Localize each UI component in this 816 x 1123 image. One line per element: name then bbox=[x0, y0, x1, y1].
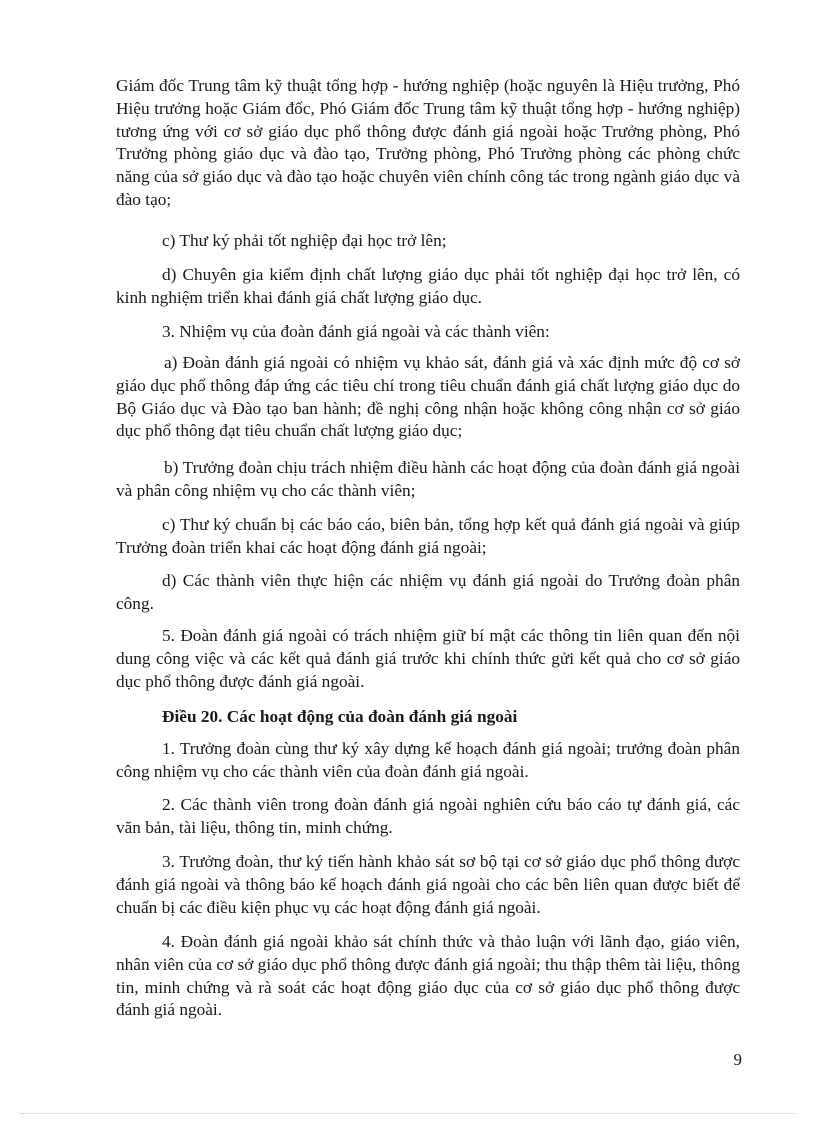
paragraph-activity-4 bbox=[116, 931, 740, 1022]
paragraph-clause-3 bbox=[116, 321, 740, 344]
paragraph-item-b-leader bbox=[116, 457, 740, 503]
paragraph-activity-1 bbox=[116, 738, 740, 784]
paragraph-text: c) Thư ký phải tốt nghiệp đại học trở lên; bbox=[162, 231, 447, 250]
footer-divider bbox=[20, 1113, 796, 1114]
paragraph-text: c) Thư ký chuẩn bị các báo cáo, biên bản, tổng hợp kết quả đánh giá ngoài và giúp Trưởng đoàn triển khai các hoạt động đánh giá ngoài; bbox=[116, 515, 740, 557]
paragraph-text: a) Đoàn đánh giá ngoài có nhiệm vụ khảo sát, đánh giá và xác định mức độ cơ sở giáo dục phổ thông đáp ứng các tiêu chí trong tiêu chuẩn đánh giá chất lượng giáo dục do Bộ Giáo dục và Đào tạo ban hành; đề nghị công nhận hoặc không công nhận cơ sở giáo dục phổ thông đạt tiêu chuẩn chất lượng giáo dục; bbox=[116, 353, 740, 441]
paragraph-text: b) Trưởng đoàn chịu trách nhiệm điều hành các hoạt động của đoàn đánh giá ngoài và phân công nhiệm vụ cho các thành viên; bbox=[116, 458, 740, 500]
article-title: Điều 20. Các hoạt động của đoàn đánh giá ngoài bbox=[162, 707, 518, 726]
paragraph-text: 4. Đoàn đánh giá ngoài khảo sát chính thức và thảo luận với lãnh đạo, giáo viên, nhân viên của cơ sở giáo dục phổ thông được đánh giá ngoài; thu thập thêm tài liệu, thông tin, minh chứng và rà soát các hoạt động giáo dục của cơ sở giáo dục phổ thông được đánh giá ngoài. bbox=[116, 932, 740, 1020]
paragraph-item-c-secretary-tasks bbox=[116, 514, 740, 560]
paragraph-text: 1. Trưởng đoàn cùng thư ký xây dựng kế hoạch đánh giá ngoài; trưởng đoàn phân công nhiệm vụ cho các thành viên của đoàn đánh giá ngoài. bbox=[116, 739, 740, 781]
paragraph-continuation bbox=[116, 75, 740, 212]
paragraph-item-d-members bbox=[116, 570, 740, 616]
paragraph-activity-2 bbox=[116, 794, 740, 840]
paragraph-item-c-secretary bbox=[116, 230, 740, 253]
paragraph-activity-3 bbox=[116, 851, 740, 919]
paragraph-text: Giám đốc Trung tâm kỹ thuật tổng hợp - hướng nghiệp (hoặc nguyên là Hiệu trưởng, Phó Hiệu trưởng hoặc Giám đốc, Phó Giám đốc Trung tâm kỹ thuật tổng hợp - hướng nghiệp) tương ứng với cơ sở giáo dục phổ thông được đánh giá ngoài hoặc Trưởng phòng, Phó Trưởng phòng giáo dục và đào tạo, Trưởng phòng, Phó Trưởng phòng các phòng chức năng của sở giáo dục và đào tạo hoặc chuyên viên chính công tác trong ngành giáo dục và đào tạo; bbox=[116, 76, 740, 209]
paragraph-text: 3. Trưởng đoàn, thư ký tiến hành khảo sát sơ bộ tại cơ sở giáo dục phổ thông được đánh giá ngoài và thông báo kế hoạch đánh giá ngoài cho các bên liên quan được biết để chuẩn bị các điều kiện phục vụ các hoạt động đánh giá ngoài. bbox=[116, 852, 740, 917]
article-heading bbox=[116, 706, 740, 729]
paragraph-text: d) Chuyên gia kiểm định chất lượng giáo dục phải tốt nghiệp đại học trở lên, có kinh nghiệm triển khai đánh giá chất lượng giáo dục. bbox=[116, 265, 740, 307]
paragraph-text: d) Các thành viên thực hiện các nhiệm vụ đánh giá ngoài do Trưởng đoàn phân công. bbox=[116, 571, 740, 613]
paragraph-clause-5 bbox=[116, 625, 740, 693]
paragraph-text: 5. Đoàn đánh giá ngoài có trách nhiệm giữ bí mật các thông tin liên quan đến nội dung công việc và các kết quả đánh giá trước khi chính thức gửi kết quả cho cơ sở giáo dục phổ thông được đánh giá ngoài. bbox=[116, 626, 740, 691]
paragraph-text: 2. Các thành viên trong đoàn đánh giá ngoài nghiên cứu báo cáo tự đánh giá, các văn bản, tài liệu, thông tin, minh chứng. bbox=[116, 795, 740, 837]
paragraph-item-a-team bbox=[116, 352, 740, 443]
page-number: 9 bbox=[733, 1050, 742, 1069]
paragraph-item-d-expert bbox=[116, 264, 740, 310]
paragraph-text: 3. Nhiệm vụ của đoàn đánh giá ngoài và các thành viên: bbox=[162, 322, 550, 341]
